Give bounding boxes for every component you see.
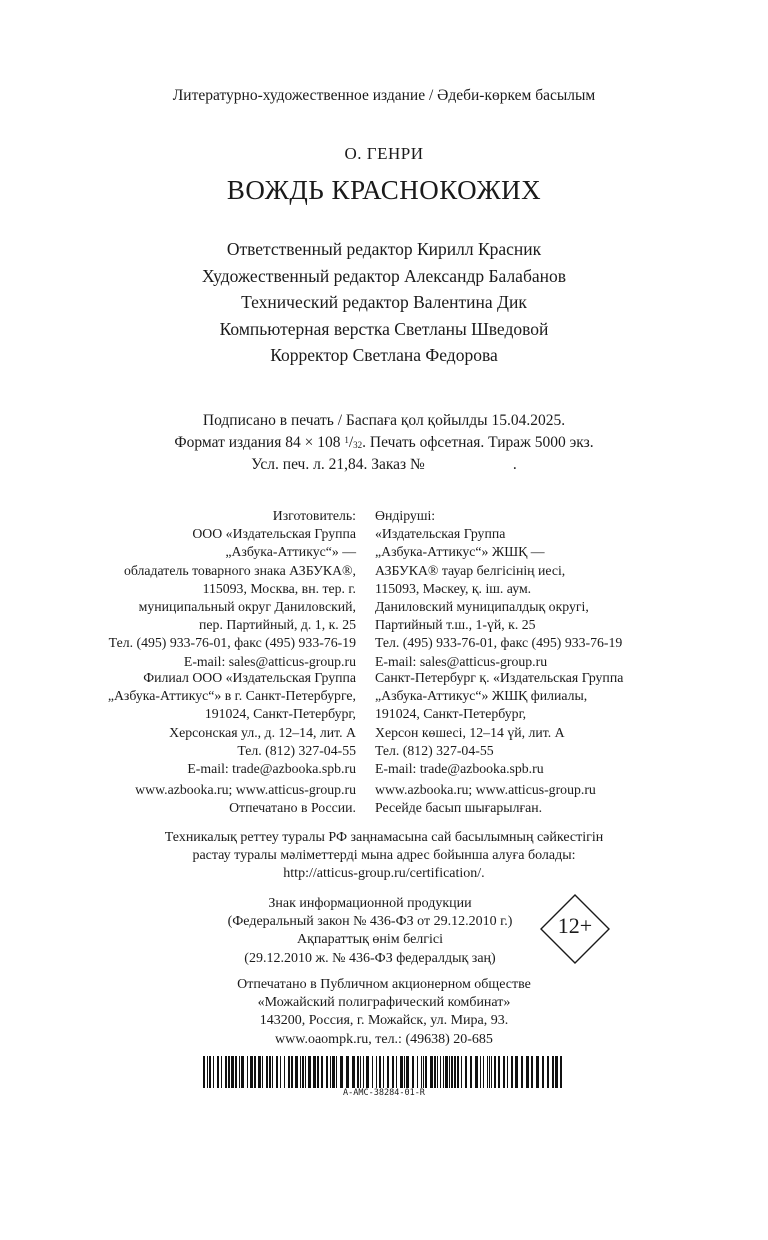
branch-ru-line: Тел. (812) 327-04-55	[237, 742, 356, 758]
manufacturer-ru-line: „Азбука-Аттикус“» —	[225, 544, 356, 560]
signed-line: Подписано в печать / Баспаға қол қойылды 15.04.2025.	[202, 412, 566, 429]
branch-ru-line: Филиал ООО «Издательская Группа	[143, 670, 356, 685]
printer-line: Отпечатано в Публичном акционерном обществе	[237, 977, 531, 992]
credit-line: Художественный редактор Александр Балабанов	[202, 265, 566, 286]
order-prefix: Усл. печ. л. 21,84. Заказ №	[251, 456, 425, 473]
book-title: ВОЖДЬ КРАСНОКОЖИХ	[226, 175, 542, 205]
certification-line: растау туралы мәліметтерді мына адрес бойынша алуға болады:	[192, 848, 576, 864]
info-sign-line: (Федеральный закон № 436-ФЗ от 29.12.2010 г.)	[227, 914, 513, 930]
manufacturer-kz	[375, 507, 765, 671]
manufacturer-ru-line: Изготовитель:	[272, 508, 356, 523]
branch-ru	[0, 669, 356, 778]
manufacturer-ru-line: муниципальный округ Даниловский,	[138, 599, 356, 615]
manufacturer-kz-line: Даниловский муниципалдық округі,	[375, 599, 589, 615]
author-name: О. ГЕНРИ	[344, 144, 424, 163]
branch-ru-line: 191024, Санкт-Петербург,	[204, 706, 356, 722]
certification-note	[0, 829, 768, 884]
branch-kz-line: E-mail: trade@azbooka.spb.ru	[375, 761, 544, 777]
credits-block	[0, 236, 768, 369]
printed-in-russia-kz: Ресейде басып шығарылған.	[375, 800, 543, 816]
printer-line: www.oaompk.ru, тел.: (49638) 20-685	[275, 1031, 493, 1047]
branch-kz-line: „Азбука-Аттикус“» ЖШҚ филиалы,	[375, 688, 588, 704]
manufacturer-ru-line: E-mail: sales@atticus-group.ru	[183, 653, 356, 669]
age-rating: 12+	[557, 913, 593, 938]
credit-line: Технический редактор Валентина Дик	[241, 292, 527, 312]
branch-kz-line: Тел. (812) 327-04-55	[375, 742, 494, 758]
footer-ru	[0, 781, 356, 817]
format-suffix: . Печать офсетная. Тираж 5000 экз.	[362, 433, 594, 451]
credit-line: Ответственный редактор Кирилл Красник	[226, 239, 542, 259]
printer-info	[0, 976, 768, 1049]
websites-kz: www.azbooka.ru; www.atticus-group.ru	[375, 782, 596, 797]
certification-line: Техникалық реттеу туралы РФ заңнамасына сай басылымның сәйкестігін	[164, 830, 604, 845]
branch-kz-line: Херсон көшесі, 12–14 үй, лит. А	[375, 724, 565, 740]
genre-line: Литературно-художественное издание / Әдеби-көркем басылым	[172, 87, 596, 104]
manufacturer-kz-line: Тел. (495) 933-76-01, факс (495) 933-76-19	[375, 635, 623, 651]
format-prefix: Формат издания 84 × 108	[174, 433, 345, 451]
format-line: Формат издания 84 × 108 $^1/_{32}$. Печать офсетная. Тираж 5000 экз.	[174, 433, 594, 451]
barcode-icon	[203, 1056, 565, 1088]
info-sign-line: Знак информационной продукции	[268, 896, 472, 911]
manufacturer-kz-line: 115093, Мәскеу, қ. іш. аум.	[375, 580, 532, 596]
order-suffix: .	[512, 456, 517, 473]
manufacturer-kz-line: Партийный т.ш., 1-үй, к. 25	[375, 617, 536, 633]
manufacturer-kz-line: «Издательская Группа	[375, 526, 506, 542]
branch-kz-line: Санкт-Петербург қ. «Издательская Группа	[375, 670, 624, 685]
printer-line: 143200, Россия, г. Можайск, ул. Мира, 93.	[259, 1013, 509, 1029]
credit-line: Компьютерная верстка Светланы Шведовой	[219, 318, 549, 339]
credit-line: Корректор Светлана Федорова	[270, 345, 498, 365]
barcode-number: A-AMC-38284-01-R	[343, 1088, 425, 1098]
websites-ru: www.azbooka.ru; www.atticus-group.ru	[135, 782, 356, 797]
branch-ru-line: „Азбука-Аттикус“» в г. Санкт-Петербурге,	[107, 688, 356, 704]
manufacturer-kz-line: E-mail: sales@atticus-group.ru	[375, 653, 548, 669]
order-line	[0, 455, 768, 475]
footer-kz	[375, 781, 765, 817]
manufacturer-ru-line: пер. Партийный, д. 1, к. 25	[199, 617, 356, 633]
manufacturer-ru-line: 115093, Москва, вн. тер. г.	[202, 580, 356, 596]
branch-kz	[375, 669, 765, 778]
format-numerator: 1	[344, 434, 349, 445]
manufacturer-kz-line: Өндіруші:	[375, 508, 436, 523]
manufacturer-ru-line: ООО «Издательская Группа	[192, 526, 356, 542]
printer-line: «Можайский полиграфический комбинат»	[257, 995, 511, 1011]
branch-kz-line: 191024, Санкт-Петербург,	[375, 706, 527, 722]
manufacturer-ru	[0, 507, 356, 671]
printed-in-russia: Отпечатано в России.	[229, 800, 356, 816]
format-denominator: 32	[353, 439, 363, 450]
branch-ru-line: E-mail: trade@azbooka.spb.ru	[187, 761, 356, 777]
info-product-sign	[140, 895, 600, 968]
manufacturer-ru-line: Тел. (495) 933-76-01, факс (495) 933-76-19	[108, 635, 356, 651]
info-sign-line: (29.12.2010 ж. № 436-ФЗ федералдық заң)	[244, 950, 496, 966]
info-sign-line: Ақпараттық өнім белгісі	[296, 932, 444, 948]
manufacturer-kz-line: „Азбука-Аттикус“» ЖШҚ —	[375, 544, 545, 560]
branch-ru-line: Херсонская ул., д. 12–14, лит. А	[169, 724, 356, 740]
manufacturer-kz-line: АЗБУКА® тауар белгісінің иесі,	[375, 562, 566, 578]
certification-url: http://atticus-group.ru/certification/.	[283, 866, 485, 882]
manufacturer-ru-line: обладатель товарного знака АЗБУКА®,	[123, 562, 356, 578]
print-info	[0, 411, 768, 475]
